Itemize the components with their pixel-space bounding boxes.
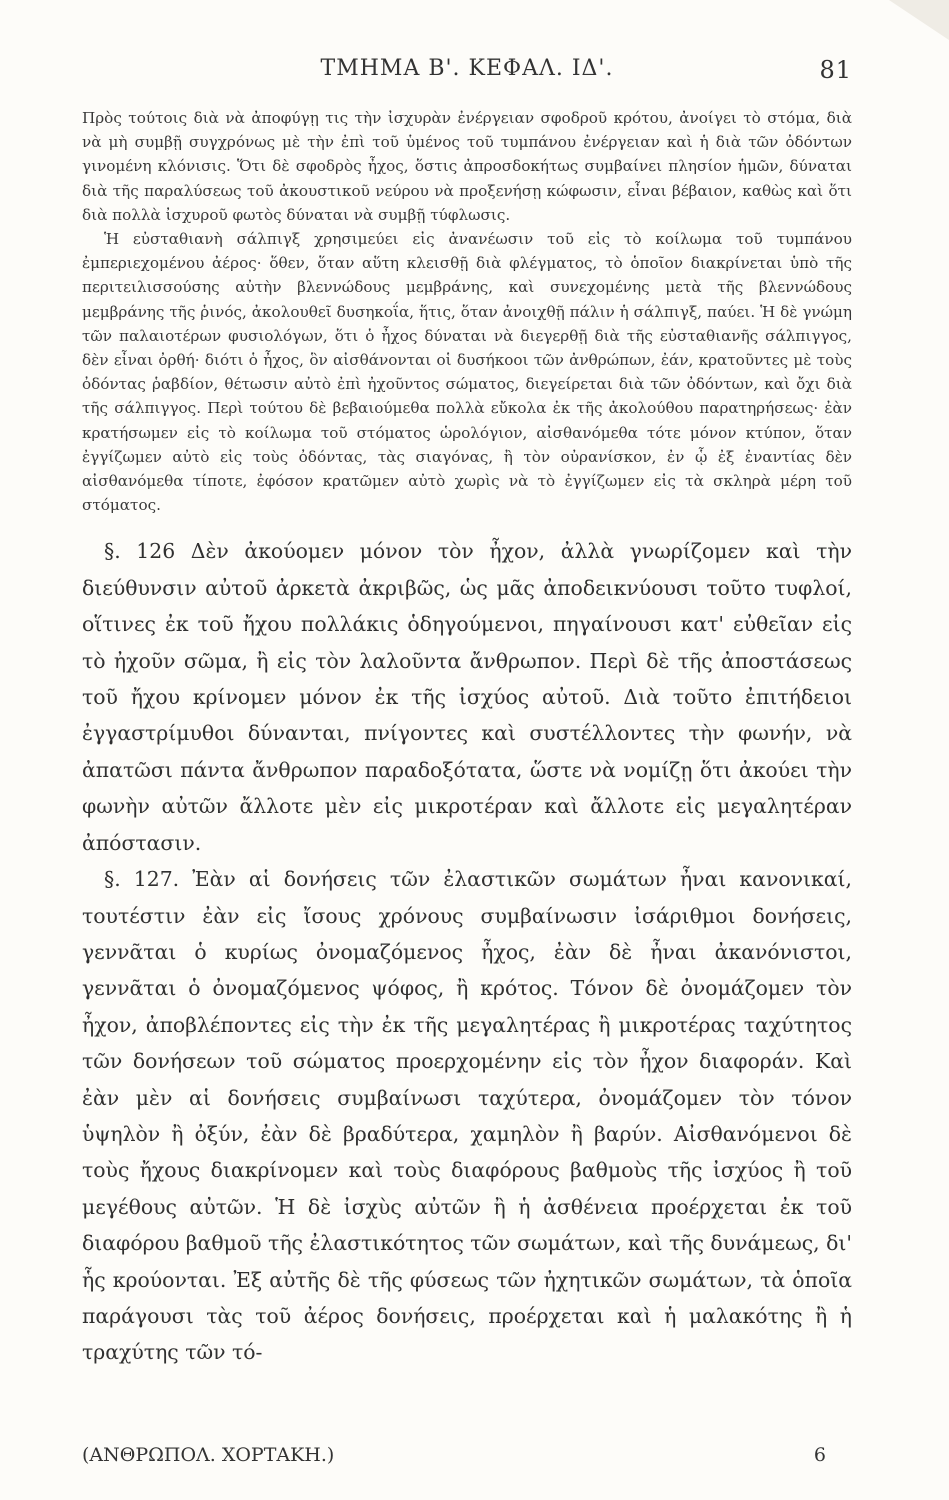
small-paragraph: Ἡ εὐσταθιανὴ σάλπιγξ χρησιμεύει εἰς ἀνανέωσιν τοῦ εἰς τὸ κοίλωμα τοῦ τυμπάνου ἐμπεριεχομένου ἀέρος· ὅθεν, ὅταν αὕτη κλεισθῇ διὰ φλέγματος, τὸ ὁποῖον διακρίνεται ὑπὸ τῆς περιτειλισσούσης αὐτὴν βλεννώδους μεμβράνης, καὶ συνεχομένης μετὰ τῆς βλεννώδους μεμβράνης τῆς ῥινός, ἀκολουθεῖ δυσηκοΐα, ἥτις, ὅταν ἀνοιχθῇ πάλιν ἡ σάλπιγξ, παύει. Ἡ δὲ γνώμη τῶν παλαιοτέρων φυσιολόγων, ὅτι ὁ ἦχος δύναται νὰ διεγερθῇ διὰ τῆς εὐσταθιανῆς σάλπιγγος, δὲν εἶναι ὀρθή· διότι ὁ ἦχος, ὃν αἰσθάνονται οἱ δυσήκοοι τῶν ἀνθρώπων, ἐάν, κρατοῦντες μὲ τοὺς ὀδόντας ῥαβδίον, θέτωσιν αὐτὸ ἐπὶ ἠχοῦντος σώματος, διεγείρεται διὰ τῶν ὀδόντων, καὶ ὄχι διὰ τῆς σάλπιγγος. Περὶ τούτου δὲ βεβαιούμεθα πολλὰ εὔκολα ἐκ τῆς ἀκολούθου παρατηρήσεως· ἐὰν κρατήσωμεν εἰς τὸ κοίλωμα τοῦ στόματος ὡρολόγιον, αἰσθανόμεθα τότε μόνον κτύπον, ὅταν ἐγγίζωμεν αὐτὸ εἰς τοὺς ὀδόντας, τὰς σιαγόνας, ἢ τὸν οὐρανίσκον, ἐν ᾧ ἐξ ἐναντίας δὲν αἰσθανόμεθα τίποτε, ἐφόσον κρατῶμεν αὐτὸ χωρὶς νὰ τὸ ἐγγίζωμεν εἰς τὰ σκληρὰ μέρη τοῦ στόματος. (82, 230, 852, 515)
section-126-paragraph: §. 126 Δὲν ἀκούομεν μόνον τὸν ἦχον, ἀλλὰ γνωρίζομεν καὶ τὴν διεύθυνσιν αὐτοῦ ἀρκετὰ ἀκριβῶς, ὡς μᾶς ἀποδεικνύουσι τοῦτο τυφλοί, οἵτινες ἐκ τοῦ ἤχου πολλάκις ὁδηγούμενοι, πηγαίνουσι κατ' εὐθεῖαν εἰς τὸ ἠχοῦν σῶμα, ἢ εἰς τὸν λαλοῦντα ἄνθρωπον. Περὶ δὲ τῆς ἀποστάσεως τοῦ ἤχου κρίνομεν μόνον ἐκ τῆς ἰσχύος αὐτοῦ. Διὰ τοῦτο ἐπιτήδειοι ἐγγαστρίμυθοι δύνανται, πνίγοντες καὶ συστέλλοντες τὴν φωνήν, νὰ ἀπατῶσι πάντα ἄνθρωπον παραδοξότατα, ὥστε νὰ νομίζῃ ὅτι ἀκούει τὴν φωνὴν αὐτῶν ἄλλοτε μὲν εἰς μικροτέραν καὶ ἄλλοτε εἰς μεγαλητέραν ἀπόστασιν. (82, 539, 852, 855)
running-title: ΤΜΗΜΑ Β'. ΚΕΦΑΛ. ΙΔ'. (320, 56, 614, 81)
small-print-block (82, 106, 852, 517)
running-head (82, 56, 852, 92)
signature-number: 6 (813, 1444, 826, 1466)
small-paragraph: Πρὸς τούτοις διὰ νὰ ἀποφύγῃ τις τὴν ἰσχυρὰν ἐνέργειαν σφοδροῦ κρότου, ἀνοίγει τὸ στόμα, διὰ νὰ μὴ συμβῇ συγχρόνως μὲ τὴν ἐπὶ τοῦ ὑμένος τοῦ τυμπάνου ἐνέργειαν καὶ ἡ διὰ τῶν ὀδόντων γινομένη κλόνισις. Ὅτι δὲ σφοδρὸς ἦχος, ὅστις ἀπροσδοκήτως συμβαίνει πλησίον ἡμῶν, δύναται διὰ τῆς παραλύσεως τοῦ ἀκουστικοῦ νεύρου νὰ προξενήσῃ κώφωσιν, εἶναι βέβαιον, καθὼς καὶ ὅτι διὰ πολλὰ ἰσχυροῦ φωτὸς δύναται νὰ συμβῇ τύφλωσις. (82, 109, 852, 224)
book-signature: (ΑΝΘΡΩΠΟΛ. ΧΟΡΤΑΚΗ.) (82, 1444, 335, 1466)
page-corner-fold (889, 0, 949, 40)
page-number: 81 (819, 56, 852, 84)
page-footer (82, 1444, 852, 1474)
section-127-paragraph: §. 127. Ἐὰν αἱ δονήσεις τῶν ἐλαστικῶν σωμάτων ἦναι κανονικαί, τουτέστιν ἐὰν εἰς ἴσους χρόνους συμβαίνωσιν ἰσάριθμοι δονήσεις, γεννᾶται ὁ κυρίως ὀνομαζόμενος ἦχος, ἐὰν δὲ ἦναι ἀκανόνιστοι, γεννᾶται ὁ ὀνομαζόμενος ψόφος, ἢ κρότος. Τόνον δὲ ὀνομάζομεν τὸν ἦχον, ἀποβλέποντες εἰς τὴν ἐκ τῆς μεγαλητέρας ἢ μικροτέρας ταχύτητος τῶν δονήσεων τοῦ σώματος προερχομένην εἰς τὸν ἦχον διαφοράν. Καὶ ἐὰν μὲν αἱ δονήσεις συμβαίνωσι ταχύτερα, ὀνομάζομεν τὸν τόνον ὑψηλὸν ἢ ὀξύν, ἐὰν δὲ βραδύτερα, χαμηλὸν ἢ βαρύν. Αἰσθανόμενοι δὲ τοὺς ἤχους διακρίνομεν καὶ τοὺς διαφόρους βαθμοὺς τῆς ἰσχύος ἢ τοῦ μεγέθους αὐτῶν. Ἡ δὲ ἰσχὺς αὐτῶν ἢ ἡ ἀσθένεια προέρχεται ἐκ τοῦ διαφόρου βαθμοῦ τῆς ἐλαστικότητος τῶν σωμάτων, καὶ τῆς δυνάμεως, δι' ἧς κρούονται. Ἐξ αὐτῆς δὲ τῆς φύσεως τῶν ἠχητικῶν σωμάτων, τὰ ὁποῖα παράγουσι τὰς τοῦ ἀέρος δονήσεις, προέρχεται καὶ ἡ μαλακότης ἢ ἡ τραχύτης τῶν τό- (82, 867, 852, 1365)
main-text-block (82, 533, 852, 1370)
book-page (82, 56, 852, 1466)
